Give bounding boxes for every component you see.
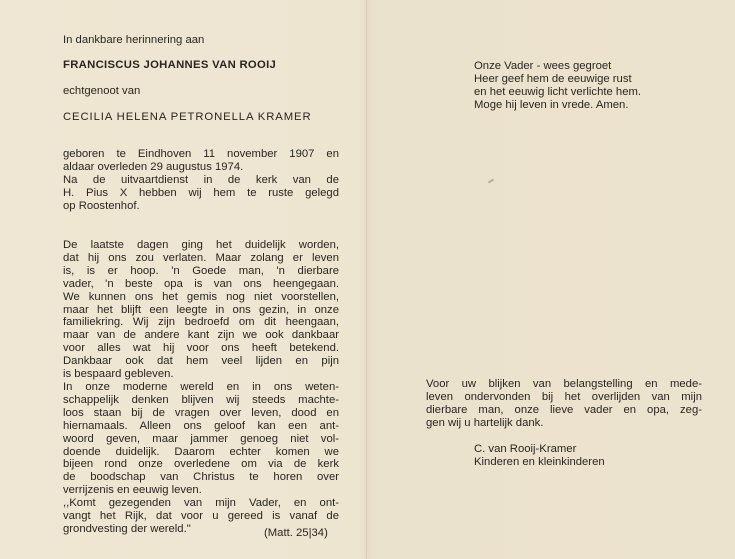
signature-line: Kinderen en kleinkinderen [474,455,605,468]
thanks-line: leven ondervonden bij het overlijden van mijn [426,390,702,403]
prayer-line: Moge hij leven in vrede. Amen. [474,98,629,111]
thanks-line: Voor uw blijken van belangstelling en mede- [426,378,702,390]
spouse-intro: echtgenoot van [63,85,141,97]
body-line: hiernamaals. Alleen ons geloof kan een ant- [63,419,339,432]
details-line: op Roostenhof. [63,199,140,212]
signature-line: C. van Rooij-Kramer [474,443,577,455]
body-line: Dankbaar ook dat hem veel lijden en pijn [63,355,339,368]
body-line: maar van de andere kant zijn we ook dankbaar [63,329,339,342]
body-line: De laatste dagen ging het duidelijk worden, [63,239,339,251]
body-line: dat hij ons zou verlaten. Maar zolang er leven [63,251,339,264]
thanks-line: gen wij u hartelijk dank. [426,416,544,429]
body-line: is bespaard gebleven. [63,368,174,381]
body-line: woord geven, maar jammer genoeg niet vol- [63,432,339,445]
thanks-block [426,378,702,430]
spouse-name: CECILIA HELENA PETRONELLA KRAMER [63,111,312,123]
body-line: bijeen rond onze overledene om via de kerk [63,458,339,471]
prayer-line: Heer geef hem de eeuwige rust [474,72,632,85]
card-fold [366,0,368,559]
details-line: Na de uitvaartdienst in de kerk van de [63,173,339,186]
details-line: aldaar overleden 29 augustus 1974. [63,160,244,173]
details-line: H. Pius X hebben wij hem te ruste gelegd [63,186,339,199]
body-block [63,239,339,536]
body-line: In onze moderne wereld en in ons weten- [63,380,339,393]
intro-text: In dankbare herinnering aan [63,34,205,46]
deceased-name: FRANCISCUS JOHANNES VAN ROOIJ [63,59,277,71]
body-line: verrijzenis en eeuwig leven. [63,484,202,497]
paper-speck [488,179,494,184]
body-line: loos staan bij de vragen over leven, dood en [63,406,339,419]
body-line: grondvesting der wereld." [63,522,191,535]
prayer-line: Onze Vader - wees gegroet [474,60,612,72]
body-line: We kunnen ons het gemis nog niet voorstellen, [63,290,339,303]
body-line: schappelijk denken blijven wij steeds machte- [63,393,339,406]
details-block [63,148,339,213]
body-line: is, is er hoop. 'n Goede man, 'n dierbare [63,264,339,277]
body-line: familiekring. Wij zijn bedroefd om dit heengaan, [63,316,339,329]
thanks-line: dierbare man, onze lieve vader en opa, zeg- [426,403,702,416]
body-line: maar het blijft een leegte in ons gezin, in onze [63,303,339,316]
citation: (Matt. 25|34) [264,527,328,539]
body-line: doende duidelijk. Daarom echter komen we [63,445,339,458]
prayer-block [474,60,696,112]
body-line: voor alles wat hij voor ons heeft betekend. [63,342,339,355]
body-line: vader, 'n beste opa is van ons heengegaan. [63,277,339,290]
body-line: vangt het Rijk, dat voor u gereed is vanaf de [63,510,339,523]
body-line: de boodschap van Christus te horen over [63,471,339,484]
prayer-line: en het eeuwig licht verlichte hem. [474,85,642,98]
details-line: geboren te Eindhoven 11 november 1907 en [63,148,339,160]
signature-block [474,443,674,469]
body-line: ,,Komt gezegenden van mijn Vader, en ont- [63,497,339,510]
